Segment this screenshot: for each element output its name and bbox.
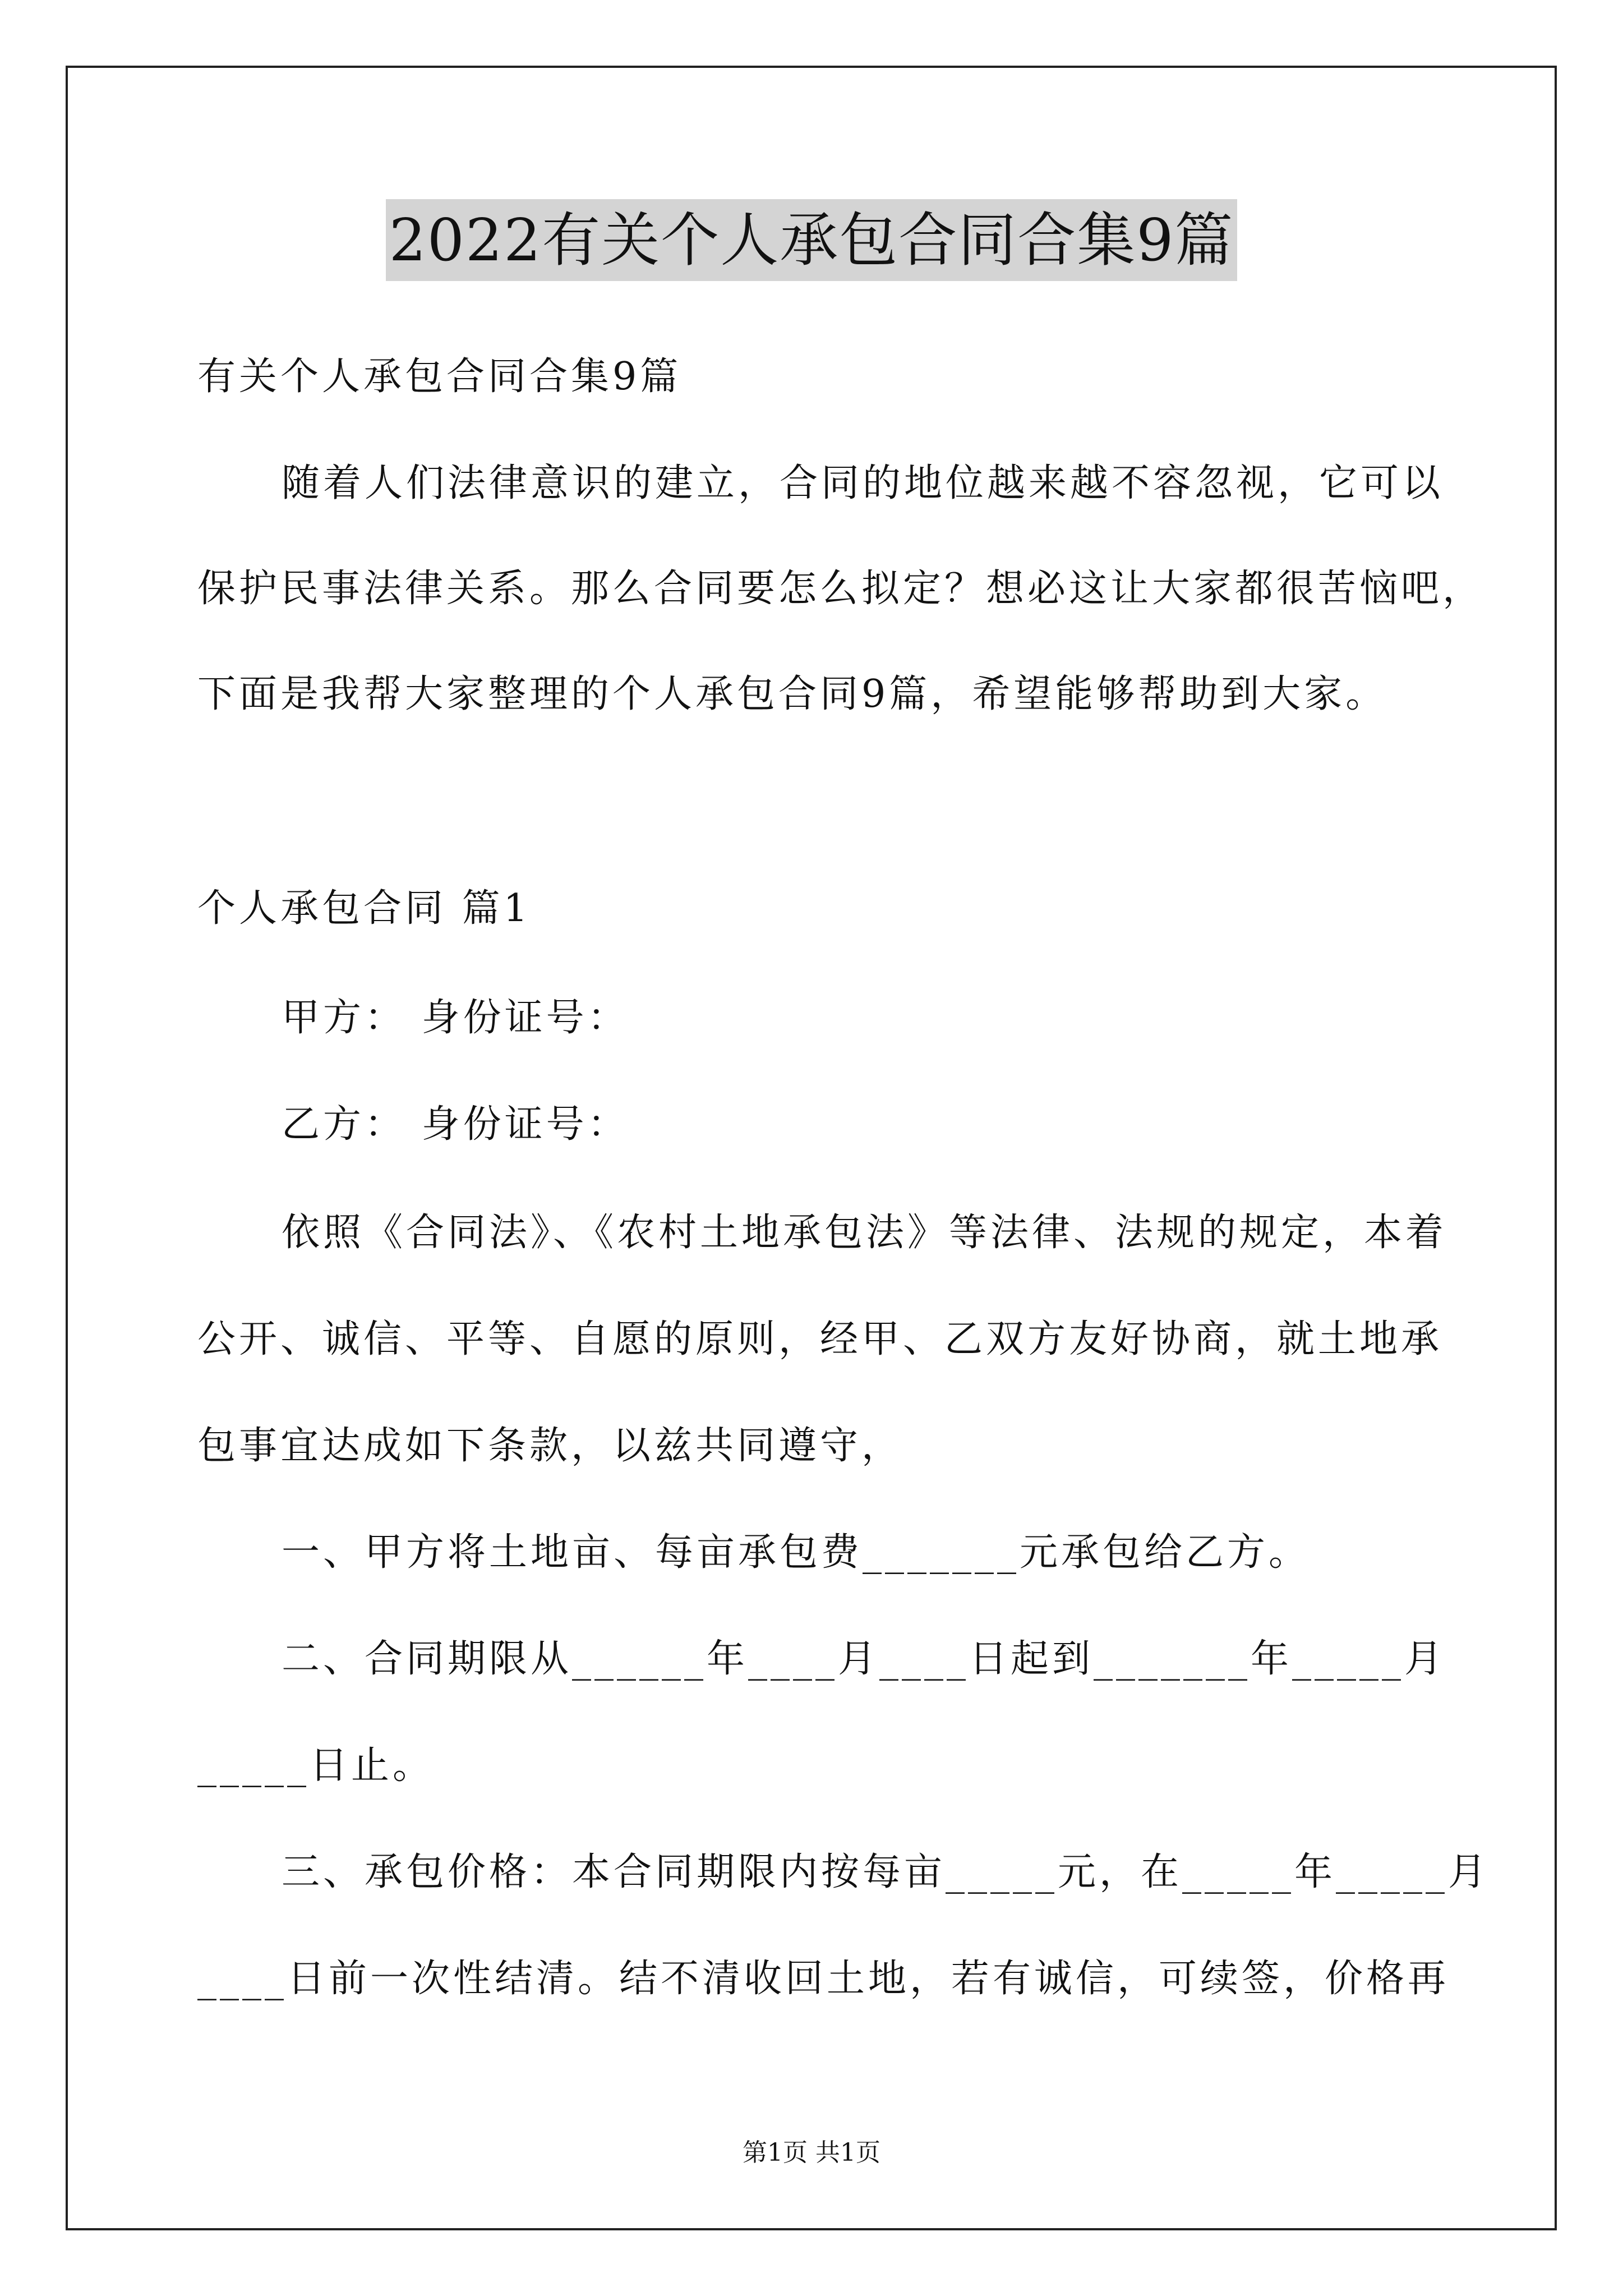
preamble-line-1: 依照《合同法》、《农村土地承包法》等法律、法规的规定，本着 xyxy=(282,1211,1447,1255)
party-a-line: 甲方： 身份证号： xyxy=(282,996,629,1040)
clause-3-line-2: ____日前一次性结清。结不清收回土地，若有诚信，可续签，价格再 xyxy=(197,1957,1450,2001)
clause-1: 一、甲方将土地亩、每亩承包费_______元承包给乙方。 xyxy=(282,1530,1311,1575)
clause-2-line-1: 二、合同期限从______年____月____日起到_______年_____月 xyxy=(282,1637,1446,1681)
clause-2-line-2: _____日止。 xyxy=(197,1743,435,1788)
document-title: 2022有关个人承包合同合集9篇 xyxy=(386,199,1238,281)
section-heading: 个人承包合同 篇1 xyxy=(197,886,531,931)
page-footer: 第1页 共1页 xyxy=(743,2138,880,2167)
preamble-line-2: 公开、诚信、平等、自愿的原则，经甲、乙双方友好协商，就土地承 xyxy=(197,1317,1443,1361)
intro-line-2: 保护民事法律关系。那么合同要怎么拟定？想必这让大家都很苦恼吧， xyxy=(197,567,1484,611)
preamble-line-3: 包事宜达成如下条款，以兹共同遵守， xyxy=(197,1424,903,1468)
title-container xyxy=(0,199,1623,281)
intro-line-1: 随着人们法律意识的建立，合同的地位越来越不容忽视，它可以 xyxy=(282,461,1444,505)
party-b-line: 乙方： 身份证号： xyxy=(282,1102,629,1147)
document-subtitle: 有关个人承包合同合集9篇 xyxy=(197,355,682,399)
clause-3-line-1: 三、承包价格：本合同期限内按每亩_____元，在_____年_____月 xyxy=(282,1850,1490,1894)
intro-line-3: 下面是我帮大家整理的个人承包合同9篇，希望能够帮助到大家。 xyxy=(197,672,1387,716)
